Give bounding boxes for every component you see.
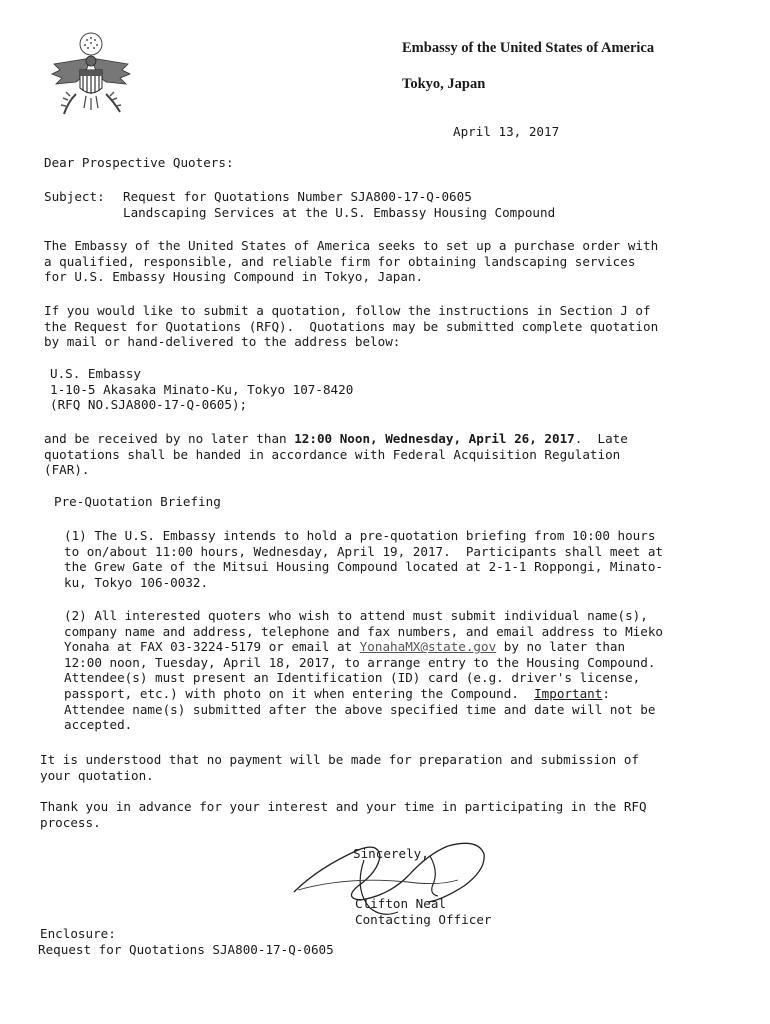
- text-line: 12:00 noon, Tuesday, April 18, 2017, to arrange entry to the Housing Compound.: [64, 654, 656, 670]
- text-line: (1) The U.S. Embassy intends to hold a pre-quotation briefing from 10:00 hours: [64, 528, 656, 543]
- text-line: ku, Tokyo 106-0032.: [64, 574, 209, 590]
- briefing-item-1: [64, 528, 663, 590]
- instructions-paragraph: [44, 303, 658, 350]
- text-line: to on/about 11:00 hours, Wednesday, April 19, 2017. Participants shall meet at: [64, 543, 663, 559]
- closing: Sincerely,: [353, 846, 429, 861]
- text-line: a qualified, responsible, and reliable firm for obtaining landscaping services: [44, 253, 636, 269]
- text-line: It is understood that no payment will be made for preparation and submission of: [40, 752, 639, 767]
- us-embassy-seal-icon: [46, 30, 136, 126]
- text-line: the Request for Quotations (RFQ). Quotations may be submitted complete quotation: [44, 318, 659, 334]
- text-segment: :: [602, 685, 610, 701]
- subject-label: Subject:: [44, 189, 105, 204]
- embassy-heading: Embassy of the United States of America: [402, 40, 655, 56]
- text-line: your quotation.: [40, 767, 154, 783]
- address-line: (RFQ NO.SJA800-17-Q-0605);: [50, 397, 248, 413]
- text-line: the Grew Gate of the Mitsui Housing Compound located at 2-1-1 Roppongi, Minato-: [64, 559, 663, 575]
- text-line: company name and address, telephone and fax numbers, and email address to Mieko: [64, 623, 663, 639]
- text-line: Attendee name(s) submitted after the above specified time and date will not be: [64, 701, 656, 717]
- enclosure-item: Request for Quotations SJA800-17-Q-0605: [38, 942, 334, 957]
- deadline-paragraph: [44, 431, 628, 478]
- text-line: If you would like to submit a quotation, follow the instructions in Section J of: [44, 303, 651, 318]
- text-line: accepted.: [64, 717, 133, 733]
- text-line: quotations shall be handed in accordance with Federal Acquisition Regulation: [44, 446, 621, 462]
- text-line: process.: [40, 814, 101, 830]
- text-segment: Yonaha at FAX 03-3224-5179 or email at: [64, 639, 360, 655]
- address-line: 1-10-5 Akasaka Minato-Ku, Tokyo 107-8420: [50, 381, 354, 397]
- text-line: for U.S. Embassy Housing Compound in Tokyo, Japan.: [44, 269, 424, 285]
- briefing-heading: Pre-Quotation Briefing: [54, 494, 221, 509]
- text-segment: passport, etc.) with photo on it when entering the Compound.: [64, 685, 535, 701]
- subject-line-1: Request for Quotations Number SJA800-17-Q-0605: [123, 189, 472, 204]
- deadline-date: 12:00 Noon, Wednesday, April 26, 2017: [294, 431, 575, 446]
- subject-line-2: Landscaping Services at the U.S. Embassy Housing Compound: [123, 205, 556, 220]
- enclosure-label: Enclosure:: [40, 926, 116, 941]
- email-link[interactable]: YonahaMX@state.gov: [359, 639, 497, 655]
- signer-name: Clifton Neal: [355, 896, 446, 911]
- text-line: The Embassy of the United States of America seeks to set up a purchase order with: [44, 238, 659, 253]
- text-line: Thank you in advance for your interest and your time in participating in the RFQ: [40, 799, 647, 814]
- text-line: (FAR).: [44, 462, 90, 478]
- text-line: Attendee(s) must present an Identification (ID) card (e.g. driver's license,: [64, 670, 641, 686]
- mailing-address: [50, 366, 353, 413]
- text-line: (2) All interested quoters who wish to attend must submit individual name(s),: [64, 608, 648, 623]
- briefing-item-2: [64, 608, 663, 733]
- deadline-suffix: . Late: [574, 431, 628, 446]
- salutation: Dear Prospective Quoters:: [44, 155, 234, 170]
- address-line: U.S. Embassy: [50, 366, 141, 381]
- text-segment: by no later than: [496, 639, 626, 655]
- intro-paragraph: [44, 238, 658, 285]
- payment-paragraph: [40, 752, 639, 783]
- deadline-prefix: and be received by no later than: [44, 431, 295, 446]
- important-label: Important: [534, 685, 603, 701]
- embassy-city: Tokyo, Japan: [402, 76, 486, 92]
- text-line: by mail or hand-delivered to the address below:: [44, 334, 401, 350]
- letter-date: April 13, 2017: [453, 124, 560, 139]
- thanks-paragraph: [40, 799, 647, 830]
- signer-title: Contacting Officer: [355, 912, 492, 927]
